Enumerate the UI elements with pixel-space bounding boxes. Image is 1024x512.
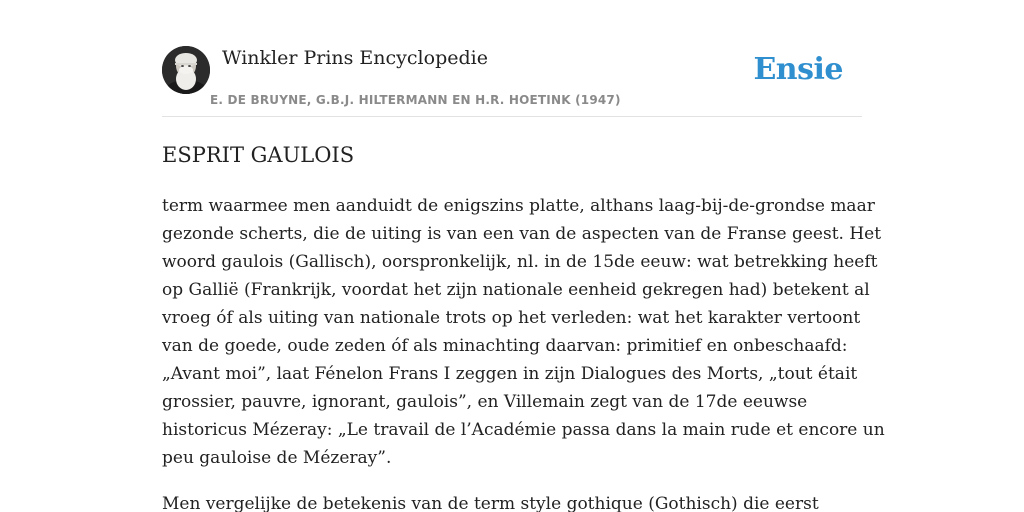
bearded-man-portrait-icon [162,46,210,94]
text-line: grossier, pauvre, ignorant, gaulois”, en Villemain zegt van de 17de eeuwse [162,392,808,412]
source-authors: E. DE BRUYNE, G.B.J. HILTERMANN EN H.R. HOETINK (1947) [210,93,621,107]
ensie-logo[interactable]: Ensie [753,52,843,87]
text-line: op Gallië (Frankrijk, voordat het zijn nationale eenheid gekregen had) betekent al [162,280,870,300]
text-line: van de goede, oude zeden óf als minachting daarvan: primitief en onbeschaafd: [162,336,848,356]
article-body [162,192,885,512]
text-line: gezonde scherts, die de uiting is van een van de aspecten van de Franse geest. Het [162,224,882,244]
text-line: Men vergelijke de betekenis van de term style gothique (Gothisch) die eerst [162,494,819,512]
text-line: term waarmee men aanduidt de enigszins platte, althans laag-bij-de-grondse maar [162,196,875,216]
text-line: historicus Mézeray: „Le travail de l’Académie passa dans la main rude et encore un [162,420,885,440]
article-paragraph [162,192,885,472]
article-paragraph [162,490,862,512]
source-avatar[interactable] [162,46,210,94]
source-header [162,46,862,117]
text-line: vroeg óf als uiting van nationale trots op het verleden: wat het karakter vertoont [162,308,861,328]
text-line: peu gauloise de Mézeray”. [162,448,392,468]
text-line: woord gaulois (Gallisch), oorspronkelijk, nl. in de 15de eeuw: wat betrekking heeft [162,252,878,272]
article-title: ESPRIT GAULOIS [162,143,355,167]
source-title[interactable]: Winkler Prins Encyclopedie [222,47,488,69]
text-line: „Avant moi”, laat Fénelon Frans I zeggen in zijn Dialogues des Morts, „tout était [162,364,858,384]
